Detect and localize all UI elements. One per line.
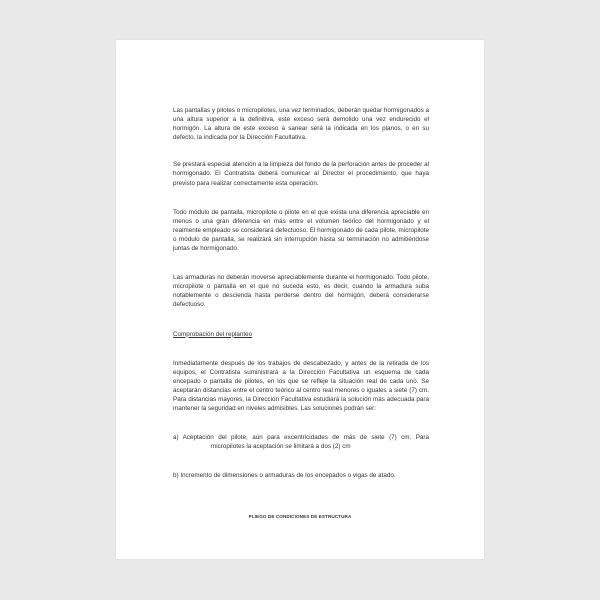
list-item-pile-acceptance: a) Aceptación del pilote, aún para excentricidades de más de siete (7) cm. Para micropilotes la aceptación se limitará a dos (2) cm xyxy=(173,434,429,451)
paragraph-layout-check: Inmediatamente después de los trabajos de descabezado, y antes de la retirada de los equipos, el Contratista suministrará a la Dirección Facultativa un esquema de cada encepado o pantalla de pilotes, en los que se refleje la situación real de cada uno. Se aceptarán distancias entre el centro teórico al centro real menores o iguales a siete (7) cm. Para distancias mayores, la Dirección Facultativa estudiará la solución más adecuada para mantener la seguridad en niveles admisibles. Las soluciones podrán ser: xyxy=(173,359,429,413)
paragraph-borehole-cleaning: Se prestará especial atención a la limpieza del fondo de la perforación antes de proceder al hormigonado. El Contratista deberá comunicar al Director el procedimiento, que haya previsto para realizar correctamente esta operación. xyxy=(173,161,429,187)
section-heading-layout-check: Comprobación del replanteo xyxy=(173,330,253,338)
page-footer: PLIEGO DE CONDICIONES DE ESTRUCTURA xyxy=(248,514,352,519)
list-item-increase-dimensions: b) Incremento de dimensiones o armaduras de los encepados o vigas de atado. xyxy=(173,472,396,480)
document-body xyxy=(173,106,429,480)
paragraph-defective-volume: Todo módulo de pantalla, micropilote o pilote en el que exista una diferencia apreciable en menos o una gran diferencia en más entre el volumen teórico del hormigonado y el realmente empleado se considerará defectuoso. El hormigonado de cada pilote, micropilote o módulo de pantalla, se realizará sin interrupción hasta su terminación no admitiéndose juntas de hormigonado. xyxy=(173,208,429,253)
paragraph-reinforcement-movement: Las armaduras no deberán moverse apreciablemente durante el hormigonado. Todo pilote, micropilote o pantalla en el que no suceda esto, es decir, cuando la armadura suba notablemente o descienda hasta perderse dentro del hormigón, deberá considerarse defectuoso. xyxy=(173,274,429,309)
paragraph-pile-concreting-height: Las pantallas y pilotes o micropilotes, una vez terminados, deberán quedar hormigonados a una altura superior a la definitiva, este exceso será demolido una vez endurecido el hormigón. La altura de este exceso a sanear será la indicada en los planos, o en su defecto, la indicada por la Dirección Facultativa. xyxy=(173,107,429,142)
document-page xyxy=(116,40,484,559)
